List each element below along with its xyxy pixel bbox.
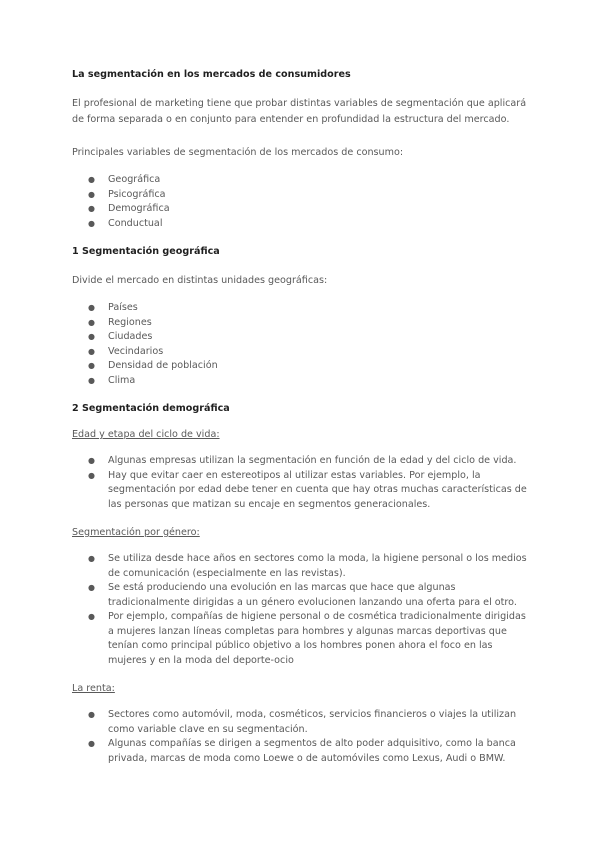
bullet-icon: ● xyxy=(88,218,95,228)
bullet-icon: ● xyxy=(88,375,95,385)
section-heading-demografica: 2 Segmentación demográfica xyxy=(72,403,230,414)
subheading-genero: Segmentación por género: xyxy=(72,527,200,538)
list-item: ● Psicográfica xyxy=(72,188,532,203)
bullet-icon: ● xyxy=(88,739,95,748)
intro-paragraph: El profesional de marketing tiene que probar distintas variables de segmentación que aplicará de forma separada o en conjunto para entender en profundidad la estructura del mercado. xyxy=(72,98,527,125)
renta-list xyxy=(72,708,532,766)
bullet-icon: ● xyxy=(88,303,95,312)
bullet-icon: ● xyxy=(88,317,95,327)
geo-paragraph: Divide el mercado en distintas unidades geográficas: xyxy=(72,275,328,286)
list-item: ● Se utiliza desde hace años en sectores como la moda, la higiene personal o los medios de comunicación (especialmente en las revistas). xyxy=(88,553,527,579)
list-item: ● Hay que evitar caer en estereotipos al utilizar estas variables. Por ejemplo, la segmentación por edad debe tener en cuenta que hay otras muchas características de las personas que matizan su encaje en segmentos generacionales. xyxy=(88,469,527,510)
list-item: ● Conductual xyxy=(72,217,532,232)
list-item: ● Ciudades xyxy=(72,330,532,345)
genero-list xyxy=(72,552,532,668)
list-item: ● Se está produciendo una evolución en las marcas que hace que algunas tradicionalmente dirigidas a un género evolucionen lanzando una oferta para el otro. xyxy=(88,582,517,608)
list-item: ● Algunas compañías se dirigen a segmentos de alto poder adquisitivo, como la banca privada, marcas de moda como Loewe o de automóviles como Lexus, Audi o BMW. xyxy=(88,738,516,764)
section-heading-geografica: 1 Segmentación geográfica xyxy=(72,246,220,257)
list-item: ● Densidad de población xyxy=(72,359,532,374)
principal-variables-list xyxy=(72,173,532,231)
bullet-icon: ● xyxy=(88,346,95,356)
bullet-icon: ● xyxy=(88,710,95,719)
list-item: ● Vecindarios xyxy=(72,345,532,360)
list-item: ● Sectores como automóvil, moda, cosméticos, servicios financieros o viajes la utilizan como variable clave en su segmentación. xyxy=(88,709,517,735)
bullet-icon: ● xyxy=(88,612,95,621)
bullet-icon: ● xyxy=(88,456,95,465)
bullet-icon: ● xyxy=(88,554,95,563)
list-item: ● Países xyxy=(72,301,532,316)
principal-variables-label: Principales variables de segmentación de los mercados de consumo: xyxy=(72,147,404,158)
subheading-edad: Edad y etapa del ciclo de vida: xyxy=(72,429,220,440)
document-title: La segmentación en los mercados de consumidores xyxy=(72,69,351,80)
subheading-renta: La renta: xyxy=(72,683,115,694)
list-item: ● Regiones xyxy=(72,316,532,331)
geo-list xyxy=(72,301,532,388)
list-item: ● Geográfica xyxy=(72,173,532,188)
list-item: ● Demográfica xyxy=(72,202,532,217)
bullet-icon: ● xyxy=(88,332,95,341)
edad-list xyxy=(72,454,532,512)
list-item: ● Por ejemplo, compañías de higiene personal o de cosmética tradicionalmente dirigidas a mujeres lanzan líneas completas para hombres y algunas marcas deportivas que tenían como principal público objetivo a los hombres ponen ahora el foco en las mujeres y en la moda del deporte-ocio xyxy=(88,611,526,666)
list-item: ● Algunas empresas utilizan la segmentación en función de la edad y del ciclo de vida. xyxy=(72,454,532,469)
bullet-icon: ● xyxy=(88,189,95,199)
bullet-icon: ● xyxy=(88,204,95,213)
bullet-icon: ● xyxy=(88,583,95,592)
bullet-icon: ● xyxy=(88,175,95,184)
bullet-icon: ● xyxy=(88,470,95,480)
list-item: ● Clima xyxy=(72,374,532,389)
document-page xyxy=(72,68,532,766)
bullet-icon: ● xyxy=(88,361,95,370)
